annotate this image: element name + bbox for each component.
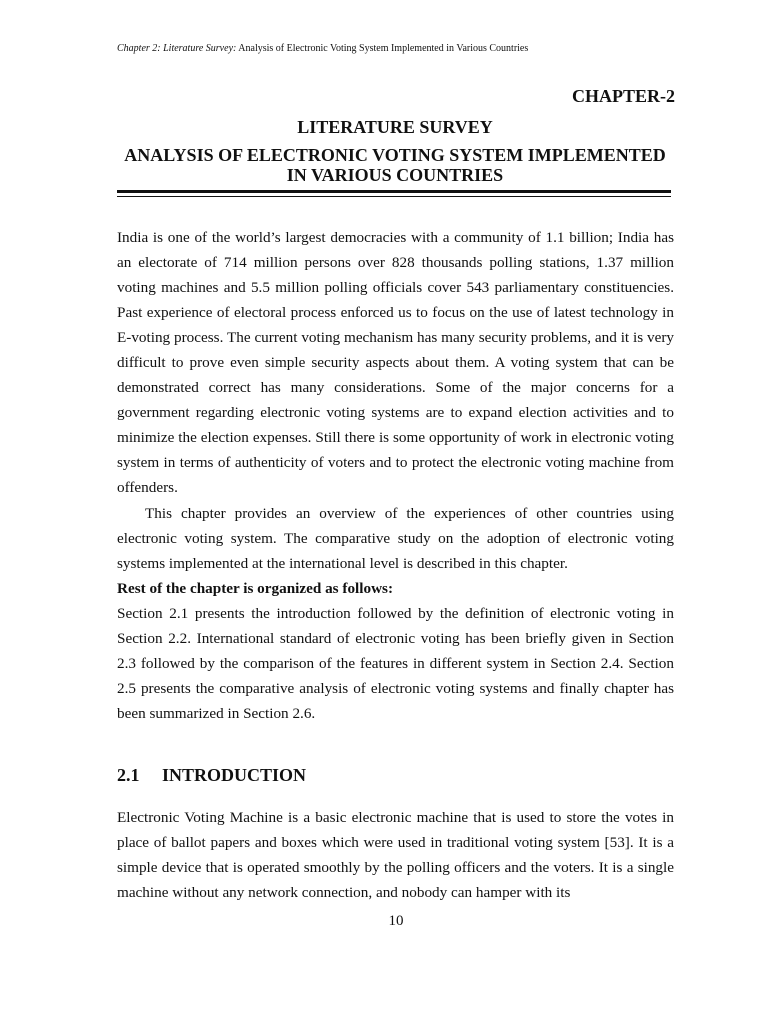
intro-paragraph-text: India is one of the world’s largest democracies with a community of 1.1 billion; India has an electorate of 714 million persons over 828 thousands polling stations, 1.37 million voting machines and 5.5 million polling officials cover 543 parliamentary constituencies. Past experience of electoral process enforced us to focus on the use of latest technology in E-voting process. The current voting mechanism has many security problems, and it is very difficult to prove even simple security aspects about them. A voting system that can be demonstrated correct has many considerations. Some of the major concerns for a government regarding electronic voting systems are to expand election activities and to minimize the election expenses. Still there is some opportunity of work in electronic voting system in terms of authenticity of voters and to protect the electronic voting machine from offenders. xyxy=(117,229,674,496)
chapter-title-line-3: IN VARIOUS COUNTRIES xyxy=(286,165,504,185)
page-number: 10 xyxy=(388,913,404,929)
organization-heading: Rest of the chapter is organized as follows: xyxy=(117,580,394,597)
title-rule-thin xyxy=(117,196,671,197)
section-paragraph-text: Electronic Voting Machine is a basic electronic machine that is used to store the votes in place of ballot papers and boxes which were used in traditional voting system [53]. It is a simple device that is operated smoothly by the polling officers and the voters. It is a single machine without any network connection, and nobody can hamper with its xyxy=(117,809,674,901)
section-paragraph xyxy=(117,805,674,905)
chapter-title-line-1: LITERATURE SURVEY xyxy=(297,117,493,137)
overview-paragraph xyxy=(117,501,674,576)
running-header-title: Analysis of Electronic Voting System Implemented in Various Countries xyxy=(236,43,529,54)
running-header xyxy=(117,42,677,55)
section-heading xyxy=(117,763,306,787)
chapter-label: CHAPTER-2 xyxy=(572,86,675,106)
organization-paragraph-text: Section 2.1 presents the introduction followed by the definition of electronic voting in Section 2.2. International standard of electronic voting has been briefly given in Section 2.3 followed by the comparison of the features in different system in Section 2.4. Section 2.5 presents the comparative analysis of electronic voting systems and finally chapter has been summarized in Section 2.6. xyxy=(117,605,674,722)
title-rule-thick xyxy=(117,190,671,193)
running-header-chapter: Chapter 2: Literature Survey: xyxy=(117,43,237,54)
intro-paragraph xyxy=(117,225,674,500)
section-title: INTRODUCTION xyxy=(162,765,307,785)
chapter-title-line-2: ANALYSIS OF ELECTRONIC VOTING SYSTEM IMPLEMENTED xyxy=(124,145,666,165)
overview-paragraph-text: This chapter provides an overview of the experiences of other countries using electronic voting system. The comparative study on the adoption of electronic voting systems implemented at the international level is described in this chapter. xyxy=(117,505,674,572)
organization-paragraph xyxy=(117,601,674,726)
section-number: 2.1 xyxy=(117,765,140,785)
